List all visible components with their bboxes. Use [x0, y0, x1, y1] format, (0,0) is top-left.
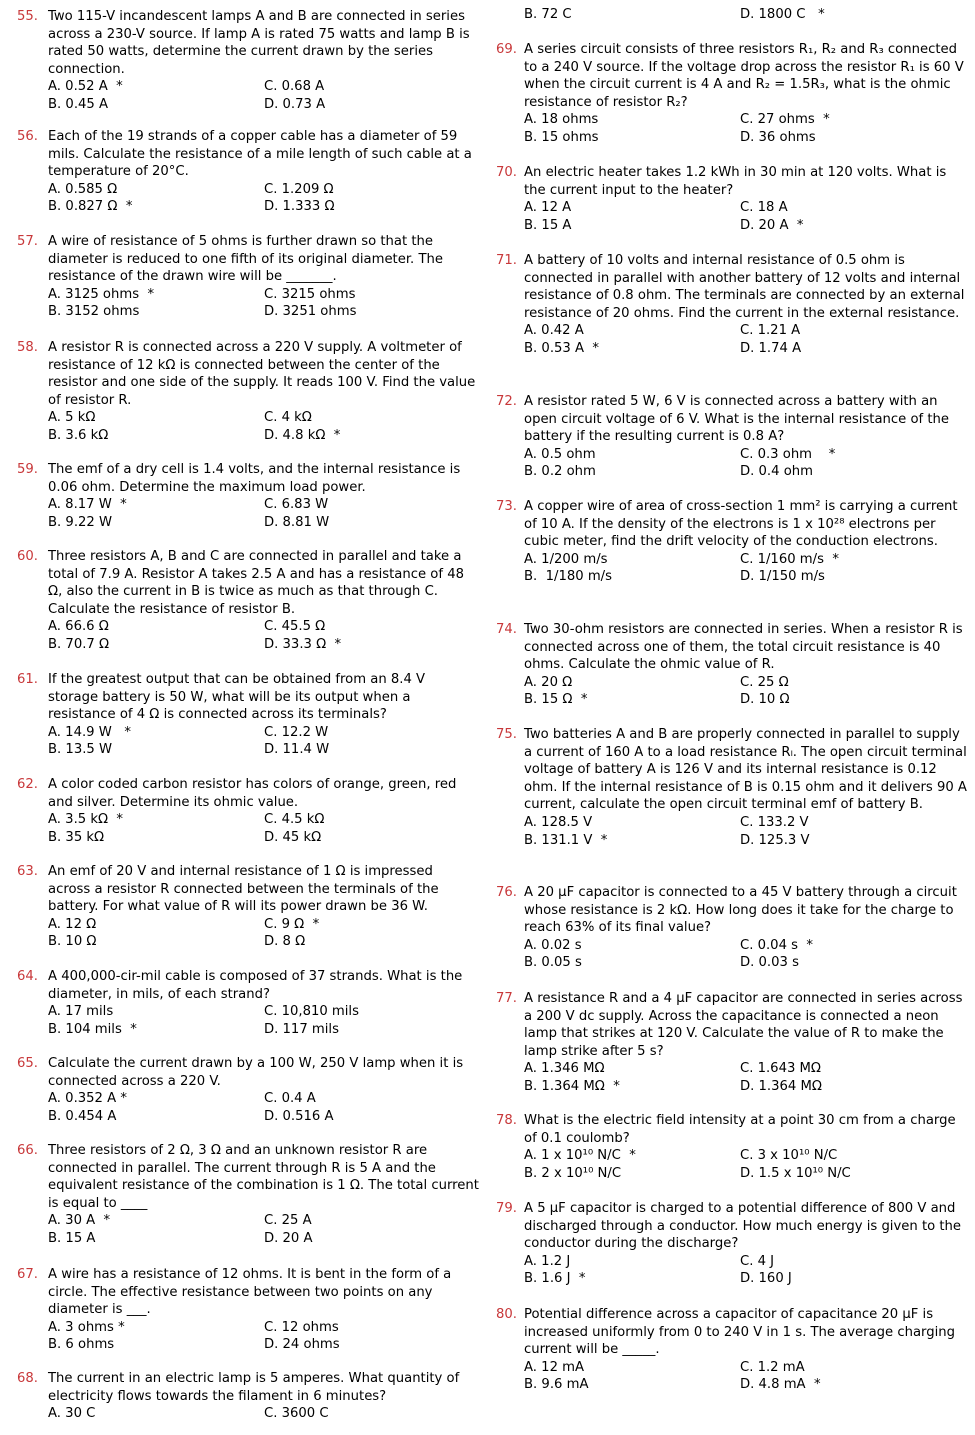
answer-option: D. 0.516 A [264, 1108, 334, 1124]
question-text: A 5 μF capacitor is charged to a potential difference of 800 V and discharged through a conductor. How much energy is given to the conductor during the discharge? [524, 1201, 962, 1252]
question-75 [493, 726, 975, 849]
question-text: A copper wire of area of cross-section 1 mm² is carrying a current of 10 A. If the density of the electrons is 1 x 10²⁸ electrons per cubic meter, find the drift velocity of the conduction electrons. [524, 499, 958, 550]
question-text: A battery of 10 volts and internal resistance of 0.5 ohm is connected in parallel with another battery of 12 volts and internal resistance of 0.8 ohm. The terminals are connected by an external resistance of 20 ohms. Find the current in the external resistance. [524, 253, 965, 321]
answer-option: B. 0.53 A * [524, 340, 599, 356]
question-text: Calculate the current drawn by a 100 W, 250 V lamp when it is connected across a 220 V. [48, 1056, 464, 1089]
answer-option: A. 1/200 m/s [524, 551, 608, 567]
answer-option: B. 1/180 m/s [524, 569, 612, 585]
question-65 [0, 1055, 485, 1125]
question-61 [0, 671, 485, 759]
question-76 [493, 884, 975, 972]
question-55 [0, 8, 485, 114]
question-58 [0, 339, 485, 445]
question-text: If the greatest output that can be obtained from an 8.4 V storage battery is 50 W, what will be its output when a resistance of 4 Ω is connected across its terminals? [48, 672, 426, 723]
answer-option: D. 20 A * [740, 217, 804, 233]
answer-options [524, 446, 975, 481]
answer-option: C. 1.209 Ω [264, 181, 334, 197]
question-number: 68. [17, 1371, 38, 1386]
answer-option: B. 9.22 W [48, 514, 113, 530]
answer-option: C. 0.04 s * [740, 937, 813, 953]
answer-option: D. 1.333 Ω [264, 199, 335, 215]
answer-option: C. 45.5 Ω [264, 619, 326, 635]
question-68 [0, 1370, 485, 1423]
question-78 [493, 1112, 975, 1182]
answer-options [524, 1147, 975, 1182]
question-number: 72. [496, 394, 517, 409]
answer-option: B. 3152 ohms [48, 304, 140, 320]
answer-option: B. 70.7 Ω [48, 636, 110, 652]
answer-options [524, 814, 975, 849]
question-number: 75. [496, 727, 517, 742]
answer-option: D. 20 A [264, 1230, 313, 1246]
answer-option: A. 0.5 ohm [524, 446, 596, 462]
question-71 [493, 252, 975, 358]
answer-option: B. 0.2 ohm [524, 464, 596, 480]
answer-option: C. 3215 ohms [264, 286, 356, 302]
question-63 [0, 863, 485, 951]
answer-option: A. 30 C [48, 1406, 96, 1422]
question-74 [493, 621, 975, 709]
answer-option: C. 9 Ω * [264, 916, 320, 932]
question-56 [0, 128, 485, 216]
answer-option: B. 0.05 s [524, 955, 582, 971]
answer-option: A. 0.52 A * [48, 79, 123, 95]
question-number: 77. [496, 991, 517, 1006]
answer-option: B. 13.5 W [48, 742, 113, 758]
answer-option: A. 14.9 W * [48, 724, 131, 740]
answer-option: C. 10,810 mils [264, 1004, 359, 1020]
question-number: 65. [17, 1056, 38, 1071]
question-number: 60. [17, 549, 38, 564]
question-62 [0, 776, 485, 846]
question-70 [493, 164, 975, 234]
answer-option: C. 1/160 m/s * [740, 551, 839, 567]
question-number: 79. [496, 1201, 517, 1216]
answer-option: D. 117 mils [264, 1021, 339, 1037]
answer-option: A. 66.6 Ω [48, 619, 109, 635]
answer-option: B. 6 ohms [48, 1337, 115, 1353]
question-number: 67. [17, 1267, 38, 1282]
question-text: A wire of resistance of 5 ohms is further drawn so that the diameter is reduced to one fifth of its original diameter. The resistance of the drawn wire will be _______. [48, 234, 443, 285]
question-77 [493, 990, 975, 1096]
answer-option: C. 4 kΩ [264, 410, 312, 426]
question-text: A wire has a resistance of 12 ohms. It is bent in the form of a circle. The effective resistance between two points on any diameter is ___. [48, 1267, 452, 1318]
answer-options [48, 1405, 485, 1423]
question-text: Two 115-V incandescent lamps A and B are connected in series across a 230-V source. If lamp A is rated 75 watts and lamp B is rated 50 watts, determine the current drawn by the series connection. [48, 9, 470, 77]
answer-option: D. 1.364 MΩ [740, 1078, 822, 1094]
answer-options [48, 916, 485, 951]
answer-option: A. 3.5 kΩ * [48, 812, 124, 828]
question-number: 55. [17, 9, 38, 24]
answer-option: C. 0.4 A [264, 1091, 316, 1107]
answer-options [48, 181, 485, 216]
answer-options [524, 322, 975, 357]
question-number: 73. [496, 499, 517, 514]
answer-option: C. 12 ohms [264, 1319, 339, 1335]
question-60 [0, 548, 485, 654]
answer-option: D. 1/150 m/s [740, 569, 825, 585]
answer-option: D. 1.74 A [740, 340, 802, 356]
answer-option: A. 17 mils [48, 1004, 114, 1020]
answer-option: B. 131.1 V * [524, 832, 608, 848]
answer-option: B. 104 mils * [48, 1021, 137, 1037]
question-text: A 400,000-cir-mil cable is composed of 37 strands. What is the diameter, in mils, of each strand? [48, 969, 463, 1002]
answer-option: B. 1.364 MΩ * [524, 1078, 620, 1094]
question-73 [493, 498, 975, 586]
answer-option: D. 8.81 W [264, 514, 330, 530]
question-number: 56. [17, 129, 38, 144]
answer-option: A. 0.42 A [524, 323, 584, 339]
question-text: A resistor R is connected across a 220 V supply. A voltmeter of resistance of 12 kΩ is connected between the center of the resistor and one side of the supply. It reads 100 V. Find the value of resistor R. [48, 340, 476, 408]
question-text: Three resistors of 2 Ω, 3 Ω and an unknown resistor R are connected in parallel. The current through R is 5 A and the equivalent resistance of the combination is 1 Ω. The total current is equal to ____ [48, 1143, 479, 1211]
question-57 [0, 233, 485, 321]
answer-option: B. 1.6 J * [524, 1271, 586, 1287]
question-text: Two 30-ohm resistors are connected in series. When a resistor R is connected across one of them, the total circuit resistance is 40 ohms. Calculate the ohmic value of R. [524, 622, 963, 673]
question-64 [0, 968, 485, 1038]
answer-options [524, 1060, 975, 1095]
question-number: 74. [496, 622, 517, 637]
question-number: 57. [17, 234, 38, 249]
question-text: Three resistors A, B and C are connected in parallel and take a total of 7.9 A. Resistor A takes 2.5 A and has a resistance of 48 Ω, also the current in B is twice as much as that through C. Calculate the resistance of resistor B. [48, 549, 464, 617]
answer-option: C. 0.68 A [264, 79, 325, 95]
answer-option: C. 1.643 MΩ [740, 1061, 821, 1077]
question-text: An emf of 20 V and internal resistance of 1 Ω is impressed across a resistor R connected between the terminals of the battery. For what value of R will its power drawn be 36 W. [48, 864, 439, 915]
question-number: 80. [496, 1307, 517, 1322]
answer-option: B. 2 x 10¹⁰ N/C [524, 1165, 622, 1181]
answer-option: B. 15 Ω * [524, 692, 588, 708]
answer-options [524, 551, 975, 586]
answer-options [48, 618, 485, 653]
answer-option: B. 15 A [524, 217, 572, 233]
question-number: 63. [17, 864, 38, 879]
answer-options [48, 1212, 485, 1247]
question-69 [493, 41, 975, 147]
question-number: 62. [17, 777, 38, 792]
answer-option: B. 72 C [524, 7, 572, 22]
answer-option: C. 27 ohms * [740, 112, 830, 128]
answer-option: D. 45 kΩ [264, 829, 322, 845]
question-text: An electric heater takes 1.2 kWh in 30 min at 120 volts. What is the current input to the heater? [524, 165, 947, 198]
answer-option: A. 3 ohms * [48, 1319, 125, 1335]
answer-option: C. 3 x 10¹⁰ N/C [740, 1148, 838, 1164]
answer-option: A. 18 ohms [524, 112, 599, 128]
answer-options [524, 937, 975, 972]
question-66 [0, 1142, 485, 1248]
question-number: 78. [496, 1113, 517, 1128]
answer-options [48, 1003, 485, 1038]
question-number: 58. [17, 340, 38, 355]
answer-option: A. 12 Ω [48, 916, 97, 932]
answer-option: A. 30 A * [48, 1213, 111, 1229]
question-number: 61. [17, 672, 38, 687]
answer-option: D. 33.3 Ω * [264, 636, 342, 652]
question-text: The current in an electric lamp is 5 amperes. What quantity of electricity flows towards the filament in 6 minutes? [48, 1371, 460, 1404]
answer-option: D. 0.03 s [740, 955, 799, 971]
question-number: 66. [17, 1143, 38, 1158]
answer-option: D. 0.4 ohm [740, 464, 813, 480]
answer-option: A. 1.346 MΩ [524, 1061, 605, 1077]
answer-option: C. 3600 C [264, 1406, 329, 1422]
answer-option: C. 0.3 ohm * [740, 446, 836, 462]
answer-option: B. 15 ohms [524, 129, 599, 145]
answer-option: D. 125.3 V [740, 832, 810, 848]
answer-option: D. 36 ohms [740, 129, 816, 145]
question-number: 64. [17, 969, 38, 984]
answer-option: B. 0.827 Ω * [48, 199, 133, 215]
answer-options [524, 674, 975, 709]
question-text: Potential difference across a capacitor of capacitance 20 μF is increased uniformly from 0 to 240 V in 1 s. The average charging current will be _____. [524, 1307, 955, 1358]
question-number: 69. [496, 42, 517, 57]
question-68-continuation [524, 6, 825, 24]
answer-option: A. 12 A [524, 200, 572, 216]
answer-option: B. 10 Ω [48, 934, 97, 950]
question-72 [493, 393, 975, 481]
question-text: A 20 μF capacitor is connected to a 45 V battery through a circuit whose resistance is 2 kΩ. How long does it take for the charge to reach 63% of its final value? [524, 885, 957, 936]
question-text: The emf of a dry cell is 1.4 volts, and the internal resistance is 0.06 ohm. Determine the maximum load power. [48, 462, 461, 495]
question-67 [0, 1266, 485, 1354]
answer-option: D. 0.73 A [264, 96, 326, 112]
answer-option: C. 25 Ω [740, 674, 789, 690]
answer-option: A. 20 Ω [524, 674, 573, 690]
answer-option: D. 11.4 W [264, 742, 330, 758]
answer-option: A. 5 kΩ [48, 410, 96, 426]
answer-option: B. 0.45 A [48, 96, 109, 112]
answer-option: A. 1.2 J [524, 1253, 571, 1269]
answer-options [48, 496, 485, 531]
answer-option: C. 4.5 kΩ [264, 812, 325, 828]
answer-options [48, 1319, 485, 1354]
answer-options [48, 78, 485, 113]
question-text: A resistor rated 5 W, 6 V is connected across a battery with an open circuit voltage of 6 V. What is the internal resistance of the battery if the resulting current is 0.8 A? [524, 394, 949, 445]
answer-option: D. 160 J [740, 1271, 792, 1287]
answer-option: A. 3125 ohms * [48, 286, 155, 302]
answer-option: D. 3251 ohms [264, 304, 357, 320]
answer-option: C. 6.83 W [264, 497, 329, 513]
answer-option: A. 12 mA [524, 1359, 585, 1375]
question-text: Two batteries A and B are properly connected in parallel to supply a current of 160 A to a load resistance Rₗ. The open circuit terminal voltage of battery A is 126 V and its internal resistance is 0.12 ohm. If the internal resistance of B is 0.15 ohm and it delivers 90 A current, calculate the open circuit terminal emf of battery B. [524, 727, 967, 813]
question-79 [493, 1200, 975, 1288]
answer-option: A. 0.352 A * [48, 1091, 127, 1107]
answer-option: D. 1.5 x 10¹⁰ N/C [740, 1165, 851, 1181]
question-number: 71. [496, 253, 517, 268]
answer-option: C. 1.21 A [740, 323, 801, 339]
question-59 [0, 461, 485, 531]
answer-option: D. 1800 C * [740, 7, 825, 22]
answer-option: A. 0.02 s [524, 937, 582, 953]
answer-option: D. 10 Ω [740, 692, 790, 708]
answer-option: A. 8.17 W * [48, 497, 127, 513]
answer-options [524, 1359, 975, 1394]
answer-option: B. 15 A [48, 1230, 96, 1246]
question-text: A color coded carbon resistor has colors of orange, green, red and silver. Determine its ohmic value. [48, 777, 457, 810]
question-text: What is the electric field intensity at a point 30 cm from a charge of 0.1 coulomb? [524, 1113, 956, 1146]
answer-option: A. 1 x 10¹⁰ N/C * [524, 1148, 636, 1164]
answer-option: C. 18 A [740, 200, 788, 216]
answer-option: D. 4.8 kΩ * [264, 427, 341, 443]
answer-options [48, 409, 485, 444]
answer-option: D. 8 Ω [264, 934, 306, 950]
question-80 [493, 1306, 975, 1394]
answer-options [48, 1090, 485, 1125]
answer-options [48, 286, 485, 321]
answer-option: D. 4.8 mA * [740, 1377, 821, 1393]
question-text: A resistance R and a 4 μF capacitor are connected in series across a 200 V dc supply. Across the capacitance is connected a neon lamp that strikes at 120 V. Calculate the value of R to make the lamp strike after 5 s? [524, 991, 963, 1059]
answer-option: B. 35 kΩ [48, 829, 105, 845]
question-number: 76. [496, 885, 517, 900]
answer-option: B. 3.6 kΩ [48, 427, 109, 443]
question-text: A series circuit consists of three resistors R₁, R₂ and R₃ connected to a 240 V source. If the voltage drop across the resistor R₁ is 60 V when the circuit current is 4 A and R₂ = 1.5R₃, what is the ohmic resistance of resistor R₂? [524, 42, 964, 110]
answer-option: C. 12.2 W [264, 724, 329, 740]
question-number: 70. [496, 165, 517, 180]
answer-options [48, 724, 485, 759]
answer-options [524, 199, 975, 234]
question-text: Each of the 19 strands of a copper cable has a diameter of 59 mils. Calculate the resistance of a mile length of such cable at a temperature of 20°C. [48, 129, 472, 180]
answer-option: D. 24 ohms [264, 1337, 340, 1353]
answer-option: C. 25 A [264, 1213, 312, 1229]
answer-options [524, 111, 975, 146]
answer-option: A. 128.5 V [524, 814, 593, 830]
answer-option: C. 133.2 V [740, 814, 809, 830]
answer-options [524, 1253, 975, 1288]
answer-option: A. 0.585 Ω [48, 181, 118, 197]
question-number: 59. [17, 462, 38, 477]
answer-option: B. 9.6 mA [524, 1377, 589, 1393]
answer-option: B. 0.454 A [48, 1108, 117, 1124]
answer-option: C. 4 J [740, 1253, 775, 1269]
answer-option: C. 1.2 mA [740, 1359, 805, 1375]
answer-options [48, 811, 485, 846]
